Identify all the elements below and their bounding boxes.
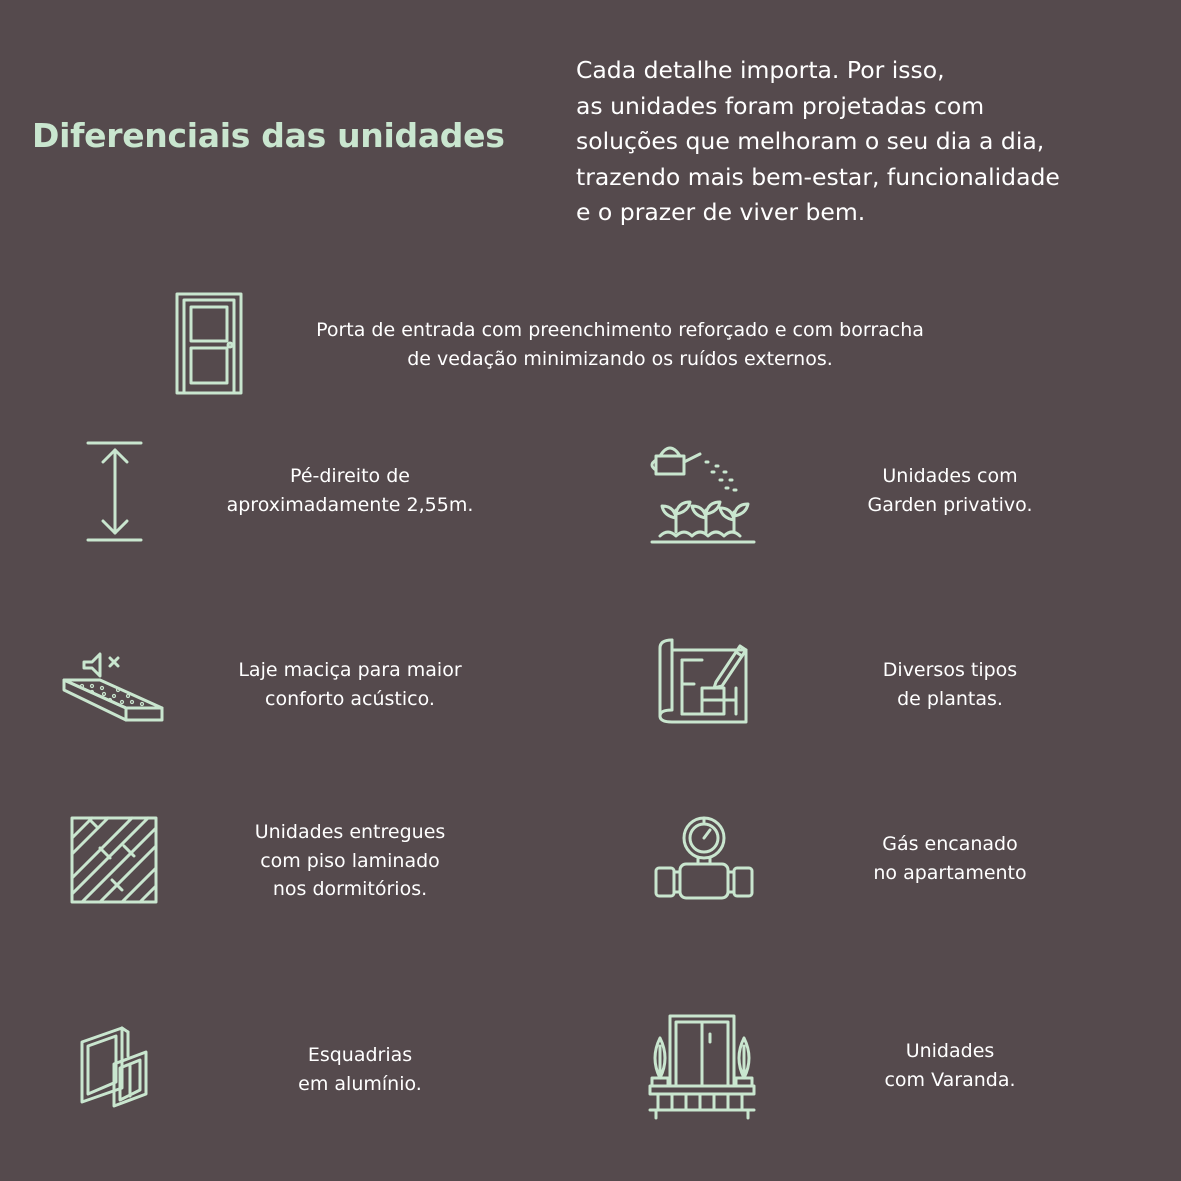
door-icon bbox=[175, 292, 245, 396]
feature-line: com piso laminado bbox=[260, 849, 440, 872]
feature-line: com Varanda. bbox=[884, 1068, 1016, 1091]
feature-line: Esquadrias bbox=[307, 1044, 413, 1066]
watering-can-plants-icon bbox=[650, 436, 758, 546]
feature-gas bbox=[820, 830, 1080, 887]
feature-line: Laje maciça para maior bbox=[238, 659, 462, 681]
intro-line: e o prazer de viver bem. bbox=[576, 198, 866, 226]
feature-line: aproximadamente 2,55m. bbox=[226, 493, 474, 516]
page-title: Diferenciais das unidades bbox=[32, 116, 505, 155]
feature-line: Pé-direito de bbox=[290, 465, 410, 487]
height-arrow-icon bbox=[86, 440, 144, 544]
feature-line: Garden privativo. bbox=[867, 493, 1033, 516]
balcony-icon bbox=[648, 1014, 756, 1120]
feature-line: no apartamento bbox=[873, 861, 1027, 884]
laminate-floor-icon bbox=[70, 816, 158, 904]
feature-line: Porta de entrada com preenchimento reforçado e com borracha bbox=[316, 319, 924, 341]
intro-text bbox=[576, 53, 1156, 231]
feature-line: Gás encanado bbox=[882, 833, 1018, 855]
feature-garden bbox=[820, 462, 1080, 519]
feature-line: Unidades com bbox=[882, 465, 1018, 487]
feature-slab bbox=[200, 656, 500, 713]
acoustic-slab-icon bbox=[62, 644, 168, 726]
floor-plan-pencil-icon bbox=[658, 636, 750, 726]
feature-floor bbox=[200, 818, 500, 904]
intro-line: as unidades foram projetadas com bbox=[576, 91, 985, 120]
gas-meter-pipe-icon bbox=[654, 816, 754, 902]
feature-plans bbox=[820, 656, 1080, 713]
feature-balcony bbox=[820, 1037, 1080, 1094]
feature-line: Unidades bbox=[905, 1040, 995, 1062]
intro-line: Cada detalhe importa. Por isso, bbox=[576, 56, 945, 84]
feature-line: Unidades entregues bbox=[254, 821, 446, 843]
feature-line: Diversos tipos bbox=[882, 659, 1018, 681]
feature-line: em alumínio. bbox=[298, 1072, 422, 1095]
intro-line: soluções que melhoram o seu dia a dia, bbox=[576, 127, 1045, 155]
feature-door bbox=[280, 316, 960, 373]
feature-line: conforto acústico. bbox=[265, 687, 435, 710]
feature-line: nos dormitórios. bbox=[272, 878, 428, 900]
intro-line: trazendo mais bem-estar, funcionalidade bbox=[576, 162, 1060, 191]
aluminum-window-icon bbox=[78, 1024, 150, 1108]
feature-window bbox=[210, 1041, 510, 1098]
feature-line: de vedação minimizando os ruídos externos. bbox=[407, 347, 833, 370]
feature-line: de plantas. bbox=[897, 687, 1003, 710]
feature-height bbox=[200, 462, 500, 519]
